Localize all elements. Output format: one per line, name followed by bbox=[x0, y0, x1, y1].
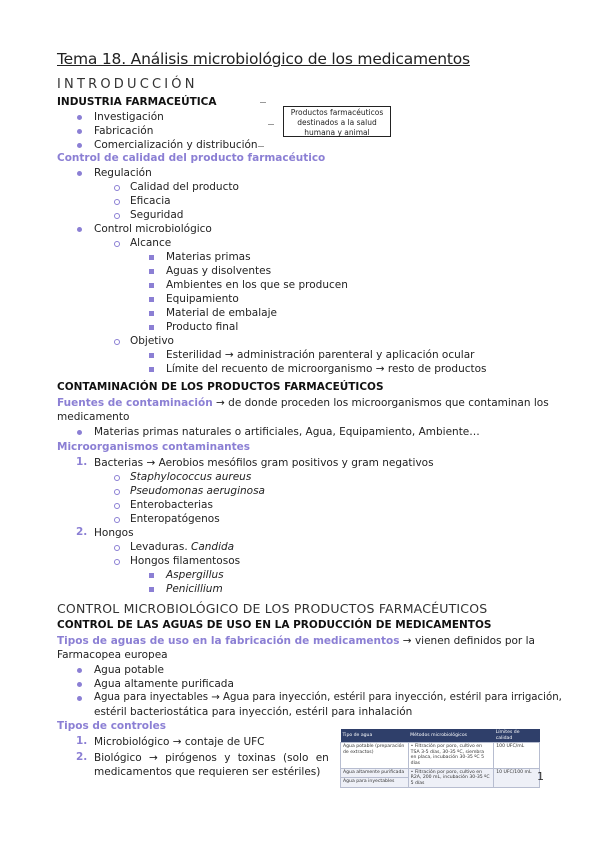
fuentes-paragraph-cont: medicamento bbox=[57, 411, 130, 423]
bullet-icon bbox=[149, 311, 154, 316]
candida-text: Candida bbox=[191, 541, 235, 553]
intro-heading: INTRODUCCIÓN bbox=[57, 77, 198, 92]
list-number: 2. bbox=[76, 526, 88, 538]
note-line: humana y animal bbox=[304, 128, 370, 137]
bullet-icon bbox=[114, 545, 120, 551]
list-item: Aspergillus bbox=[166, 569, 224, 581]
bullet-icon bbox=[149, 297, 154, 302]
connector-line bbox=[268, 124, 274, 125]
table-header: Límites de calidad bbox=[494, 729, 540, 743]
list-item: Objetivo bbox=[130, 335, 174, 347]
water-table bbox=[340, 729, 540, 788]
table-cell: 100 UFC/mL bbox=[494, 743, 540, 768]
table-cell: • Filtración por poro, cultivo en TSA 3-5 días, 30-35 ºC, siembra en placa, incubación 30-35 ºC 5 días bbox=[408, 743, 494, 768]
list-number: 1. bbox=[76, 735, 88, 747]
page-number: 1 bbox=[537, 770, 544, 783]
tipos-paragraph-cont: Farmacopea europea bbox=[57, 649, 168, 661]
table-cell: Agua para inyectables bbox=[341, 778, 409, 788]
note-line: destinados a la salud bbox=[297, 118, 377, 127]
table-cell: Agua potable (preparación de extractos) bbox=[341, 743, 409, 768]
aguas-heading: CONTROL DE LAS AGUAS DE USO EN LA PRODUCCIÓN DE MEDICAMENTOS bbox=[57, 619, 492, 631]
microorganismos-heading: Microorganismos contaminantes bbox=[57, 441, 251, 453]
bullet-icon bbox=[149, 353, 154, 358]
list-item: Agua para inyectables → Agua para inyección, estéril para inyección, estéril para irrigación, bbox=[94, 692, 562, 703]
list-item: Penicillium bbox=[166, 583, 223, 595]
fuentes-label: Fuentes de contaminación bbox=[57, 397, 213, 409]
table-header: Métodos microbiológicos bbox=[408, 729, 494, 743]
contaminacion-heading: CONTAMINACIÓN DE LOS PRODUCTOS FARMACEÚTICOS bbox=[57, 381, 384, 393]
bullet-icon bbox=[77, 227, 82, 232]
list-item bbox=[130, 540, 234, 554]
note-box bbox=[283, 106, 391, 137]
bullet-icon bbox=[149, 587, 154, 592]
bullet-icon bbox=[114, 489, 120, 495]
bullet-icon bbox=[149, 255, 154, 260]
page-title: Tema 18. Análisis microbiológico de los medicamentos bbox=[57, 50, 470, 68]
list-item: Agua potable bbox=[94, 664, 164, 676]
list-item: Calidad del producto bbox=[130, 181, 239, 193]
list-item: Hongos bbox=[94, 527, 134, 539]
table-cell: • Filtración por poro, cultivo en R2A, 200 mL, incubación 30-35 ºC 5 días bbox=[408, 768, 494, 788]
bullet-icon bbox=[77, 171, 82, 176]
tipos-text: → vienen definidos por la bbox=[399, 635, 535, 647]
list-item: Biológico → pirógenos y toxinas (solo en bbox=[94, 752, 329, 764]
list-item: Materias primas bbox=[166, 251, 251, 263]
list-item: Regulación bbox=[94, 167, 152, 179]
bullet-icon bbox=[77, 143, 82, 148]
list-item: Hongos filamentosos bbox=[130, 555, 241, 567]
bullet-icon bbox=[77, 115, 82, 120]
bullet-icon bbox=[77, 696, 82, 701]
bullet-icon bbox=[149, 325, 154, 330]
list-item: Agua altamente purificada bbox=[94, 678, 234, 690]
list-item: Staphylococcus aureus bbox=[130, 471, 252, 483]
bullet-icon bbox=[77, 682, 82, 687]
list-item: Control microbiológico bbox=[94, 223, 212, 235]
section-heading: CONTROL MICROBIOLÓGICO DE LOS PRODUCTOS FARMACÉUTICOS bbox=[57, 601, 488, 616]
bullet-icon bbox=[114, 503, 120, 509]
list-item: Alcance bbox=[130, 237, 172, 249]
list-item: Materias primas naturales o artificiales, Agua, Equipamiento, Ambiente… bbox=[94, 426, 480, 438]
list-item: Equipamiento bbox=[166, 293, 239, 305]
table-row bbox=[341, 743, 540, 768]
note-line: Productos farmacéuticos bbox=[290, 108, 384, 117]
bullet-icon bbox=[114, 213, 120, 219]
bullet-icon bbox=[114, 241, 120, 247]
control-heading: Control de calidad del producto farmacéutico bbox=[57, 152, 326, 164]
list-item: Enteropatógenos bbox=[130, 513, 220, 525]
industria-heading: INDUSTRIA FARMACEÚTICA bbox=[57, 96, 217, 108]
tipos-paragraph bbox=[57, 634, 541, 648]
bullet-icon bbox=[114, 517, 120, 523]
bullet-icon bbox=[114, 185, 120, 191]
table-header: Tipo de agua bbox=[341, 729, 409, 743]
list-item: Fabricación bbox=[94, 125, 154, 137]
bullet-icon bbox=[77, 129, 82, 134]
list-item: Eficacia bbox=[130, 195, 171, 207]
list-item: Seguridad bbox=[130, 209, 184, 221]
bullet-icon bbox=[114, 475, 120, 481]
connector-line bbox=[260, 102, 266, 103]
list-item: Pseudomonas aeruginosa bbox=[130, 485, 265, 497]
list-item-cont: estéril bacteriostática para inyección, estéril para inhalación bbox=[94, 706, 413, 718]
list-item: Material de embalaje bbox=[166, 307, 277, 319]
table-row bbox=[341, 768, 540, 778]
bullet-icon bbox=[77, 668, 82, 673]
list-item: Límite del recuento de microorganismo → resto de productos bbox=[166, 363, 487, 375]
list-item: Aguas y disolventes bbox=[166, 265, 272, 277]
list-item: Bacterias → Aerobios mesófilos gram positivos y gram negativos bbox=[94, 457, 434, 469]
bullet-icon bbox=[114, 559, 120, 565]
list-item: Enterobacterias bbox=[130, 499, 213, 511]
table-cell: Agua altamente purificada bbox=[341, 768, 409, 778]
list-item: Comercialización y distribución bbox=[94, 139, 258, 151]
bullet-icon bbox=[149, 269, 154, 274]
tipos-label: Tipos de aguas de uso en la fabricación de medicamentos bbox=[57, 635, 400, 647]
fuentes-text: → de donde proceden los microorganismos que contaminan los bbox=[212, 397, 549, 409]
list-item-cont: medicamentos que requieren ser estériles) bbox=[94, 766, 321, 778]
bullet-icon bbox=[149, 573, 154, 578]
list-item: Producto final bbox=[166, 321, 239, 333]
table-cell: 10 UFC/100 mL bbox=[494, 768, 540, 788]
connector-line bbox=[258, 146, 264, 147]
list-number: 1. bbox=[76, 456, 88, 468]
list-number: 2. bbox=[76, 751, 88, 763]
list-item: Esterilidad → administración parenteral y aplicación ocular bbox=[166, 349, 475, 361]
bullet-icon bbox=[149, 367, 154, 372]
list-item: Investigación bbox=[94, 111, 164, 123]
bullet-icon bbox=[114, 199, 120, 205]
bullet-icon bbox=[149, 283, 154, 288]
bullet-icon bbox=[114, 339, 120, 345]
controles-heading: Tipos de controles bbox=[57, 720, 166, 732]
list-item: Microbiológico → contaje de UFC bbox=[94, 736, 265, 748]
bullet-icon bbox=[77, 430, 82, 435]
list-item: Ambientes en los que se producen bbox=[166, 279, 348, 291]
levaduras-text: Levaduras. bbox=[130, 541, 191, 553]
fuentes-paragraph bbox=[57, 396, 549, 410]
table-header-row bbox=[341, 729, 540, 743]
